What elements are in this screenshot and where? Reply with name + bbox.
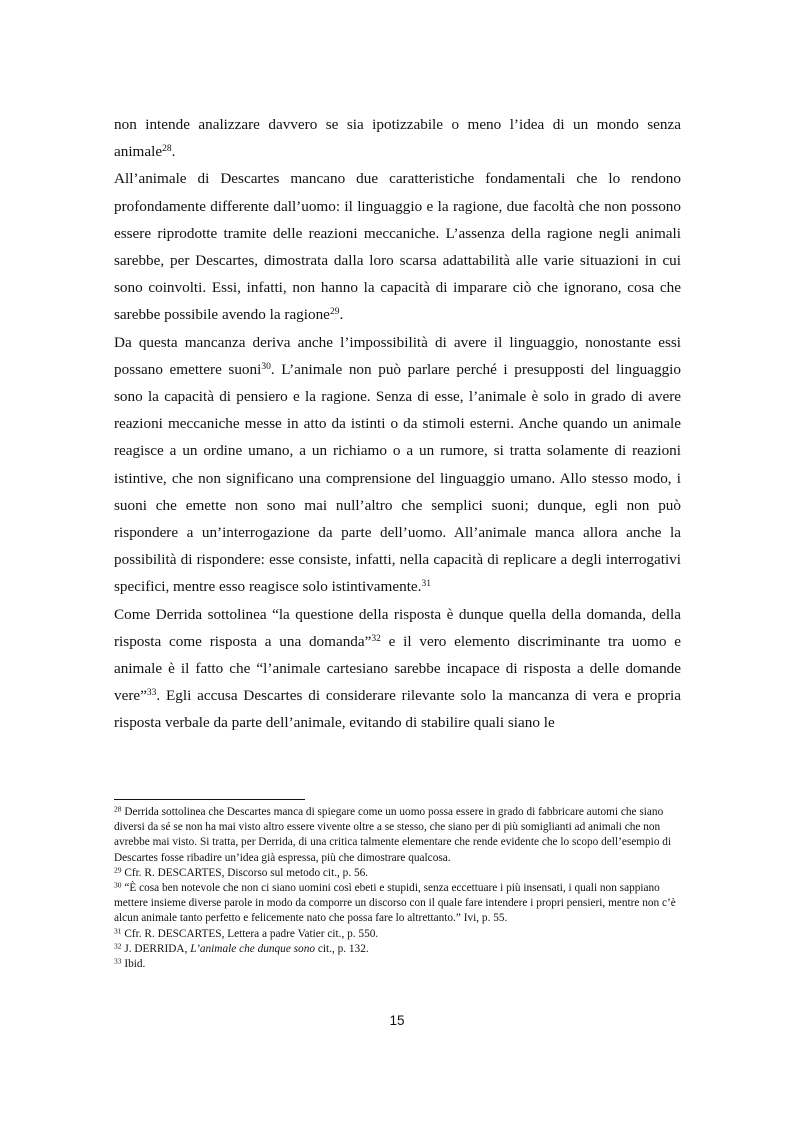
footnote-31 xyxy=(114,927,681,942)
footnote-text: Ibid. xyxy=(121,958,146,971)
book-title: L’animale che dunque sono xyxy=(190,942,316,955)
footnote-ref-28: 28 xyxy=(162,143,172,154)
paragraph-text: . xyxy=(171,143,176,161)
paragraph-text: e il vero elemento discriminante tra uomo e animale è il fatto che “l’animale cartesiano sarebbe incapace di risposta a delle domande vere” xyxy=(114,632,681,705)
footnote-ref-32: 32 xyxy=(371,633,381,644)
footnote-text: Cfr. R. DESCARTES, Discorso sul metodo cit., p. 56. xyxy=(121,866,369,879)
footnote-ref-29: 29 xyxy=(329,307,340,318)
footnote-number: 29 xyxy=(114,865,122,875)
footnote-number: 32 xyxy=(114,941,122,951)
footnote-30 xyxy=(114,881,681,927)
footnote-text: cit., p. 132. xyxy=(315,942,369,955)
footnote-ref-30: 30 xyxy=(261,361,271,372)
footnote-separator xyxy=(114,799,305,800)
paragraph-text: Come Derrida sottolinea “la questione della risposta è dunque quella della domanda, della risposta come risposta a una domanda” xyxy=(114,605,681,650)
footnote-number: 33 xyxy=(114,956,122,966)
paragraph-text: Da questa mancanza deriva anche l’impossibilità di avere il linguaggio, nonostante essi possano emettere suoni xyxy=(114,333,681,378)
paragraph-4 xyxy=(114,601,681,737)
footnote-number: 31 xyxy=(114,925,122,935)
paragraph-text: . L’animale non può parlare perché i presupposti del linguaggio sono la capacità di pensiero e la ragione. Senza di esse, l’animale è solo in grado di avere reazioni meccaniche messe in atto da istinti o da stimoli esterni. Anche quando un animale reagisce a un ordine umano, a un richiamo o a un rumore, si tratta solamente di reazioni istintive, che non significano una comprensione del linguaggio umano. Allo stesso modo, i suoni che emette non sono mai null’altro che semplici suoni; dunque, egli non può rispondere a un’interrogazione da parte dell’uomo. All’animale manca allora anche la possibilità di rispondere: esse consiste, infatti, nella capacità di replicare a degli interrogativi specifici, mentre esso reagisce solo istintivamente. xyxy=(114,360,681,596)
paragraph-text: . Egli accusa Descartes di considerare rilevante solo la mancanza di vera e propria risposta verbale da parte dell’animale, evitando di stabilire quali siano le xyxy=(114,687,681,732)
footnote-28 xyxy=(114,805,681,866)
footnote-number: 30 xyxy=(114,880,122,890)
page-number: 15 xyxy=(389,1013,405,1028)
paragraph-text: . xyxy=(339,306,344,324)
footnote-29 xyxy=(114,866,681,881)
footnote-ref-33: 33 xyxy=(146,688,157,699)
paragraph-3 xyxy=(114,329,681,601)
footnotes xyxy=(114,805,681,972)
footnote-32 xyxy=(114,942,681,957)
paragraph-text: non intende analizzare davvero se sia ipotizzabile o meno l’idea di un mondo senza animale xyxy=(114,116,681,161)
footnote-text: “È cosa ben notevole che non ci siano uomini così ebeti e stupidi, senza eccettuare i più insensati, i quali non sappiano mettere insieme diverse parole in modo da comporre un discorso con il quale fare intendere i propri pensieri, mentre non c’è alcun animale tanto perfetto e felicemente nato che possa fare lo altrettanto.” Ivi, p. 55. xyxy=(114,882,676,925)
footnote-ref-31: 31 xyxy=(421,579,431,590)
paragraph-2 xyxy=(114,165,681,328)
footnote-33 xyxy=(114,957,681,972)
paragraph-text: All’animale di Descartes mancano due caratteristiche fondamentali che lo rendono profondamente differente dall’uomo: il linguaggio e la ragione, due facoltà che non possono essere riprodotte tramite delle reazioni meccaniche. L’assenza della ragione negli animali sarebbe, per Descartes, dimostrata dalla loro scarsa adattabilità alle varie situazioni in cui sono coinvolti. Essi, infatti, non hanno la capacità di imparare ciò che ignorano, cosa che sarebbe possibile avendo la ragione xyxy=(114,170,681,324)
main-text xyxy=(114,111,681,737)
footnote-number: 28 xyxy=(114,804,122,814)
footnote-text: Cfr. R. DESCARTES, Lettera a padre Vatier cit., p. 550. xyxy=(121,927,379,940)
paragraph-1 xyxy=(114,111,681,165)
footnote-text: Derrida sottolinea che Descartes manca di spiegare come un uomo possa essere in grado di fabbricare automi che siano diversi da sé se non ha mai visto altro essere vivente oltre a se stesso, che siano per di più somiglianti ad animali che non avrebbe mai visto. Si tratta, per Derrida, di una critica talmente elementare che rende evidente che lo scopo dell’esempio di Descartes fosse ribadire un’idea già espressa, più che dimostrare qualcosa. xyxy=(114,806,672,864)
footnote-text: J. DERRIDA, xyxy=(121,942,191,955)
